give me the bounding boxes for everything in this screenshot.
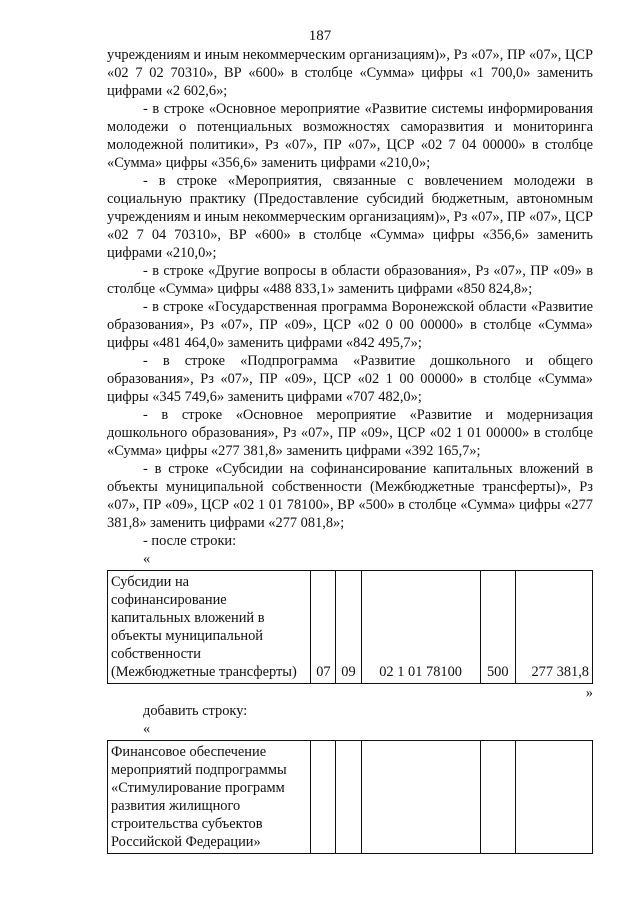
budget-table-existing-row <box>107 570 593 684</box>
budget-table-new-row <box>107 740 593 854</box>
table-row <box>108 571 593 684</box>
row-csr: 02 1 01 78100 <box>361 571 480 684</box>
quote-open-1: « <box>143 551 151 567</box>
row-name: Финансовое обеспечение мероприятий подпрограммы «Стимулирование программ развития жилищного строительства субъектов Российской Федерации» <box>108 741 311 854</box>
paragraph-7: - в строке «Субсидии на софинансирование капитальных вложений в объекты муниципальной собственности (Межбюджетные трансферты)», Рз «07», ПР «09», ЦСР «02 1 01 78100», ВР «500» в столбце «Сумма» цифры «277 381,8» заменить цифрами «277 081,8»; <box>107 461 593 531</box>
document-body <box>107 46 593 854</box>
row-pr <box>336 741 361 854</box>
row-vr: 500 <box>480 571 515 684</box>
paragraph-3: - в строке «Другие вопросы в области образования», Рз «07», ПР «09» в столбце «Сумма» цифры «488 833,1» заменить цифрами «850 824,8»; <box>107 263 593 297</box>
row-rz <box>311 741 336 854</box>
row-rz: 07 <box>311 571 336 684</box>
row-sum: 277 381,8 <box>515 571 592 684</box>
row-sum <box>515 741 592 854</box>
paragraph-4: - в строке «Государственная программа Воронежской области «Развитие образования», Рз «07», ПР «09», ЦСР «02 0 00 00000» в столбце «Сумма» цифры «481 464,0» заменить цифрами «842 495,7»; <box>107 299 593 351</box>
table-row <box>108 741 593 854</box>
row-name: Субсидии на софинансирование капитальных вложений в объекты муниципальной собственности (Межбюджетные трансферты) <box>108 571 311 684</box>
quote-close-1: » <box>585 685 593 701</box>
paragraph-5: - в строке «Подпрограмма «Развитие дошкольного и общего образования», Рз «07», ПР «09», ЦСР «02 1 00 00000» в столбце «Сумма» цифры «345 749,6» заменить цифрами «707 482,0»; <box>107 353 593 405</box>
row-pr: 09 <box>336 571 361 684</box>
paragraph-2: - в строке «Мероприятия, связанные с вовлечением молодежи в социальную практику (Предоставление субсидий бюджетным, автономным учреждениям и иным некоммерческим организациям)», Рз «07», ПР «07», ЦСР «02 7 04 70310», ВР «600» в столбце «Сумма» цифры «356,6» заменить цифрами «210,0»; <box>107 173 593 261</box>
row-vr <box>480 741 515 854</box>
quote-open-2: « <box>143 721 151 737</box>
paragraph-0: учреждениям и иным некоммерческим организациям)», Рз «07», ПР «07», ЦСР «02 7 02 70310», ВР «600» в столбце «Сумма» цифры «1 700,0» заменить цифрами «2 602,6»; <box>107 47 593 99</box>
page-number: 187 <box>308 28 332 44</box>
row-csr <box>361 741 480 854</box>
after-row-label: - после строки: <box>143 533 237 549</box>
paragraph-6: - в строке «Основное мероприятие «Развитие и модернизация дошкольного образования», Рз «07», ПР «09», ЦСР «02 1 01 00000» в столбце «Сумма» цифры «277 381,8» заменить цифрами «392 165,7»; <box>107 407 593 459</box>
paragraph-1: - в строке «Основное мероприятие «Развитие системы информирования молодежи о потенциальных возможностях саморазвития и мониторинга молодежной политики», Рз «07», ПР «07», ЦСР «02 7 04 00000» в столбце «Сумма» цифры «356,6» заменить цифрами «210,0»; <box>107 101 593 171</box>
add-row-label: добавить строку: <box>143 703 248 719</box>
